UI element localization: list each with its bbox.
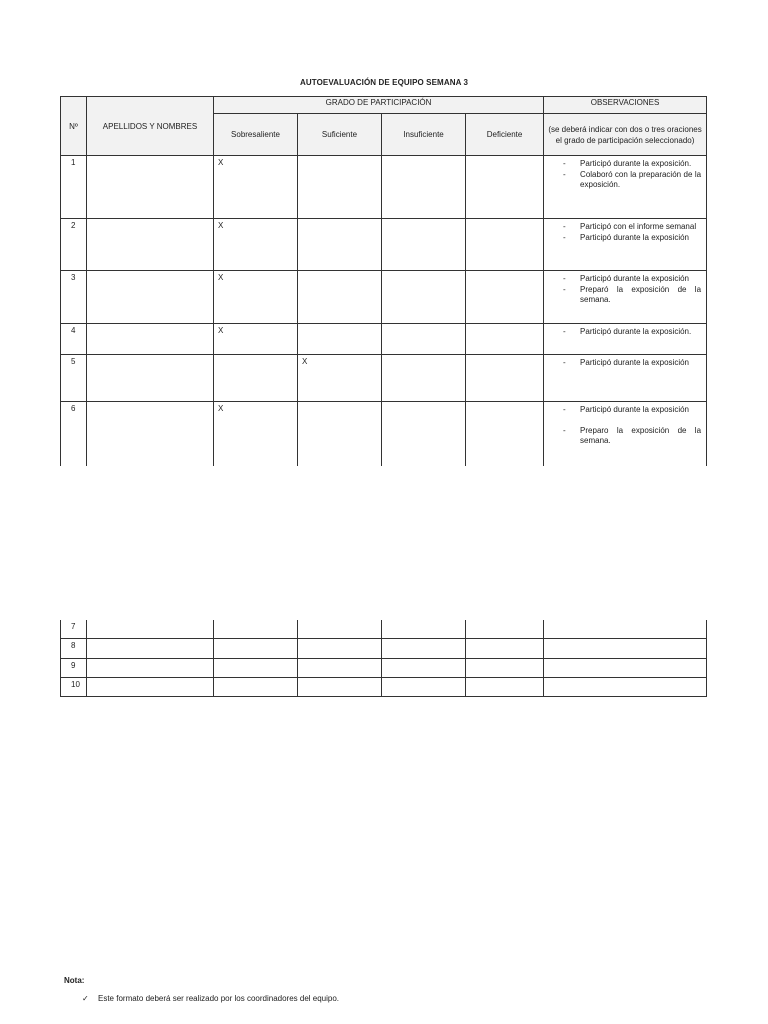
note-text: Este formato deberá ser realizado por los coordinadores del equipo. bbox=[98, 994, 340, 1003]
nota-label: Nota: bbox=[64, 976, 85, 985]
observation-item: - Participó durante la exposición bbox=[550, 405, 701, 416]
header-observaciones: OBSERVACIONES bbox=[544, 97, 707, 114]
header-level-insuficiente: Insuficiente bbox=[382, 114, 466, 156]
table-row bbox=[61, 402, 707, 466]
row-number: 7 bbox=[61, 620, 87, 638]
row-name bbox=[87, 219, 214, 271]
row-observations bbox=[544, 156, 707, 219]
observation-item: - Preparo la exposición de la semana. bbox=[550, 426, 701, 447]
row-mark-deficiente bbox=[466, 402, 544, 466]
row-mark-deficiente bbox=[466, 219, 544, 271]
observation-item: - Participó con el informe semanal bbox=[550, 222, 701, 233]
row-mark-sobresaliente: X bbox=[214, 402, 298, 466]
header-names: APELLIDOS Y NOMBRES bbox=[87, 97, 214, 156]
row-mark-insuficiente bbox=[382, 156, 466, 219]
row-mark-sobresaliente: X bbox=[214, 271, 298, 324]
observation-item: - Participó durante la exposición bbox=[550, 233, 701, 244]
header-grado: GRADO DE PARTICIPACIÓN bbox=[214, 97, 544, 114]
table-row bbox=[61, 658, 707, 677]
row-number: 6 bbox=[61, 402, 87, 466]
row-mark-deficiente bbox=[466, 324, 544, 355]
row-mark-suficiente: X bbox=[298, 355, 382, 402]
row-observations bbox=[544, 271, 707, 324]
row-mark-insuficiente bbox=[382, 402, 466, 466]
row-mark-sobresaliente: X bbox=[214, 156, 298, 219]
row-mark-insuficiente bbox=[382, 271, 466, 324]
row-name bbox=[87, 402, 214, 466]
row-mark-suficiente bbox=[298, 324, 382, 355]
observation-item: - Participó durante la exposición bbox=[550, 358, 701, 369]
row-mark-deficiente bbox=[466, 355, 544, 402]
row-mark-suficiente bbox=[298, 271, 382, 324]
row-mark-deficiente bbox=[466, 271, 544, 324]
checkmark-icon: ✓ bbox=[82, 994, 89, 1003]
table-row bbox=[61, 620, 707, 638]
row-mark-sobresaliente: X bbox=[214, 324, 298, 355]
table-row bbox=[61, 677, 707, 696]
table-row bbox=[61, 355, 707, 402]
row-observations bbox=[544, 402, 707, 466]
observation-item: - Participó durante la exposición bbox=[550, 274, 701, 285]
row-mark-sobresaliente: X bbox=[214, 219, 298, 271]
row-observations bbox=[544, 219, 707, 271]
row-observations bbox=[544, 355, 707, 402]
table-row bbox=[61, 324, 707, 355]
row-number: 4 bbox=[61, 324, 87, 355]
header-level-deficiente: Deficiente bbox=[466, 114, 544, 156]
header-level-sobresaliente: Sobresaliente bbox=[214, 114, 298, 156]
row-name bbox=[87, 355, 214, 402]
row-mark-insuficiente bbox=[382, 355, 466, 402]
row-name bbox=[87, 271, 214, 324]
row-mark-suficiente bbox=[298, 156, 382, 219]
observation-item: - Preparó la exposición de la semana. bbox=[550, 285, 701, 306]
row-number: 5 bbox=[61, 355, 87, 402]
row-mark-insuficiente bbox=[382, 219, 466, 271]
table-row bbox=[61, 271, 707, 324]
row-number: 9 bbox=[61, 658, 87, 677]
observation-item: - Participó durante la exposición. bbox=[550, 159, 701, 170]
row-mark-suficiente bbox=[298, 219, 382, 271]
row-observations bbox=[544, 324, 707, 355]
evaluation-table-part-1 bbox=[60, 96, 707, 466]
note-item bbox=[82, 994, 339, 1003]
row-number: 10 bbox=[61, 677, 87, 696]
header-observaciones-note: (se deberá indicar con dos o tres oraciones el grado de participación seleccionado) bbox=[544, 114, 707, 156]
row-name bbox=[87, 156, 214, 219]
header-level-suficiente: Suficiente bbox=[298, 114, 382, 156]
evaluation-table-part-2 bbox=[60, 620, 707, 697]
row-mark-deficiente bbox=[466, 156, 544, 219]
row-number: 2 bbox=[61, 219, 87, 271]
observation-item: - Participó durante la exposición. bbox=[550, 327, 701, 338]
document-title: AUTOEVALUACIÓN DE EQUIPO SEMANA 3 bbox=[299, 78, 469, 87]
row-number: 1 bbox=[61, 156, 87, 219]
row-mark-sobresaliente bbox=[214, 355, 298, 402]
row-name bbox=[87, 324, 214, 355]
row-mark-insuficiente bbox=[382, 324, 466, 355]
table-row bbox=[61, 219, 707, 271]
header-num: Nº bbox=[61, 97, 87, 156]
row-number: 8 bbox=[61, 638, 87, 658]
observation-item: - Colaboró con la preparación de la exposición. bbox=[550, 170, 701, 191]
table-row bbox=[61, 638, 707, 658]
row-number: 3 bbox=[61, 271, 87, 324]
table-row bbox=[61, 156, 707, 219]
row-mark-suficiente bbox=[298, 402, 382, 466]
